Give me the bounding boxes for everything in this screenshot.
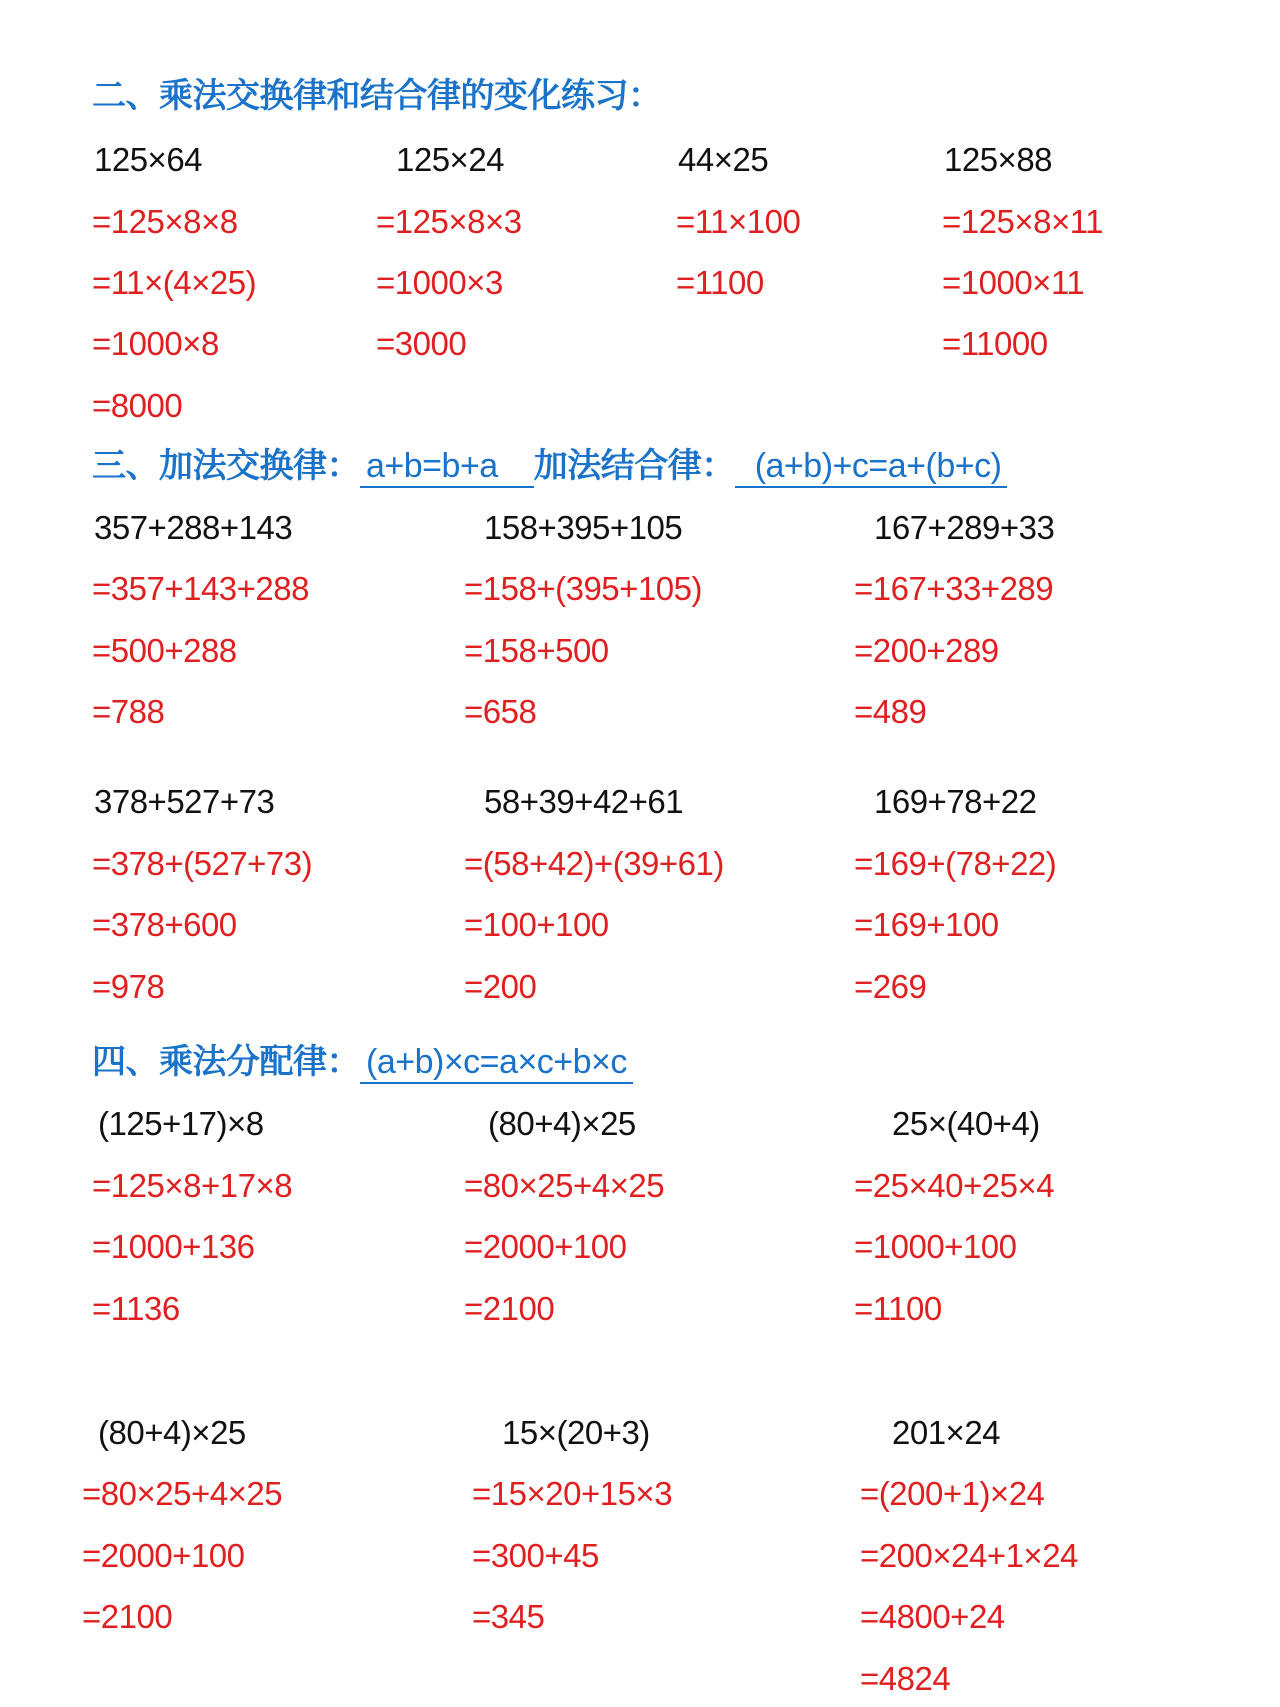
- problem-14-question: (80+4)×25: [98, 1414, 246, 1451]
- section-4-label: 四、乘法分配律：: [92, 1043, 360, 1081]
- problem-9-step: =(58+42)+(39+61): [464, 845, 724, 882]
- problem-1-step: =125×8×8: [92, 203, 238, 240]
- problem-9-question: 58+39+42+61: [484, 783, 684, 820]
- problem-15-step: =300+45: [472, 1537, 599, 1574]
- problem-2-step: =1000×3: [376, 264, 503, 301]
- problem-10-step: =169+(78+22): [854, 845, 1057, 882]
- section-4-heading: [92, 1042, 633, 1082]
- problem-4-question: 125×88: [944, 141, 1053, 178]
- problem-16-question: 201×24: [892, 1414, 1001, 1451]
- section-3-heading: [92, 446, 1007, 486]
- problem-3-step: =1100: [676, 264, 764, 301]
- problem-13-question: 25×(40+4): [892, 1105, 1040, 1142]
- problem-2-question: 125×24: [396, 141, 505, 178]
- problem-4-step: =11000: [942, 325, 1048, 362]
- problem-12-question: (80+4)×25: [488, 1105, 636, 1142]
- problem-13-step: =1000+100: [854, 1228, 1017, 1265]
- problem-9-step: =100+100: [464, 906, 609, 943]
- problem-10-step: =169+100: [854, 906, 999, 943]
- problem-5-question: 357+288+143: [94, 509, 293, 546]
- problem-16-step: =4824: [860, 1660, 951, 1697]
- problem-1-step: =1000×8: [92, 325, 219, 362]
- problem-6-step: =158+(395+105): [464, 570, 702, 607]
- problem-10-step: =269: [854, 968, 927, 1005]
- problem-16-step: =(200+1)×24: [860, 1475, 1045, 1512]
- problem-3-step: =11×100: [676, 203, 801, 240]
- section-2-heading: 二、乘法交换律和结合律的变化练习：: [92, 77, 662, 115]
- problem-16-step: =200×24+1×24: [860, 1537, 1078, 1574]
- problem-14-step: =2000+100: [82, 1537, 245, 1574]
- problem-5-step: =788: [92, 693, 165, 730]
- problem-7-step: =489: [854, 693, 927, 730]
- problem-14-step: =2100: [82, 1598, 173, 1635]
- problem-7-step: =200+289: [854, 632, 999, 669]
- problem-12-step: =80×25+4×25: [464, 1167, 665, 1204]
- addition-commutative-formula: a+b=b+a: [360, 447, 534, 488]
- problem-1-step: =11×(4×25): [92, 264, 257, 301]
- problem-2-step: =125×8×3: [376, 203, 522, 240]
- problem-8-step: =978: [92, 968, 165, 1005]
- problem-4-step: =1000×11: [942, 264, 1085, 301]
- section-3-label-associative: 加法结合律：: [533, 447, 735, 485]
- problem-15-step: =15×20+15×3: [472, 1475, 673, 1512]
- problem-6-step: =158+500: [464, 632, 609, 669]
- problem-15-question: 15×(20+3): [502, 1414, 650, 1451]
- problem-13-step: =1100: [854, 1290, 942, 1327]
- problem-4-step: =125×8×11: [942, 203, 1103, 240]
- problem-5-step: =357+143+288: [92, 570, 309, 607]
- problem-11-question: (125+17)×8: [98, 1105, 264, 1142]
- problem-14-step: =80×25+4×25: [82, 1475, 283, 1512]
- problem-12-step: =2000+100: [464, 1228, 627, 1265]
- problem-8-question: 378+527+73: [94, 783, 275, 820]
- addition-associative-formula: (a+b)+c=a+(b+c): [735, 447, 1008, 488]
- problem-10-question: 169+78+22: [874, 783, 1037, 820]
- section-3-label-commutative: 三、加法交换律：: [92, 447, 360, 485]
- problem-12-step: =2100: [464, 1290, 555, 1327]
- problem-7-question: 167+289+33: [874, 509, 1055, 546]
- problem-3-question: 44×25: [678, 141, 769, 178]
- problem-1-question: 125×64: [94, 141, 203, 178]
- problem-5-step: =500+288: [92, 632, 237, 669]
- distributive-formula: (a+b)×c=a×c+b×c: [360, 1043, 633, 1084]
- problem-11-step: =125×8+17×8: [92, 1167, 293, 1204]
- problem-2-step: =3000: [376, 325, 467, 362]
- problem-15-step: =345: [472, 1598, 545, 1635]
- problem-13-step: =25×40+25×4: [854, 1167, 1055, 1204]
- problem-8-step: =378+600: [92, 906, 237, 943]
- problem-11-step: =1000+136: [92, 1228, 255, 1265]
- problem-1-step: =8000: [92, 387, 183, 424]
- problem-16-step: =4800+24: [860, 1598, 1005, 1635]
- problem-7-step: =167+33+289: [854, 570, 1054, 607]
- problem-6-step: =658: [464, 693, 537, 730]
- problem-11-step: =1136: [92, 1290, 180, 1327]
- problem-6-question: 158+395+105: [484, 509, 683, 546]
- problem-9-step: =200: [464, 968, 537, 1005]
- problem-8-step: =378+(527+73): [92, 845, 313, 882]
